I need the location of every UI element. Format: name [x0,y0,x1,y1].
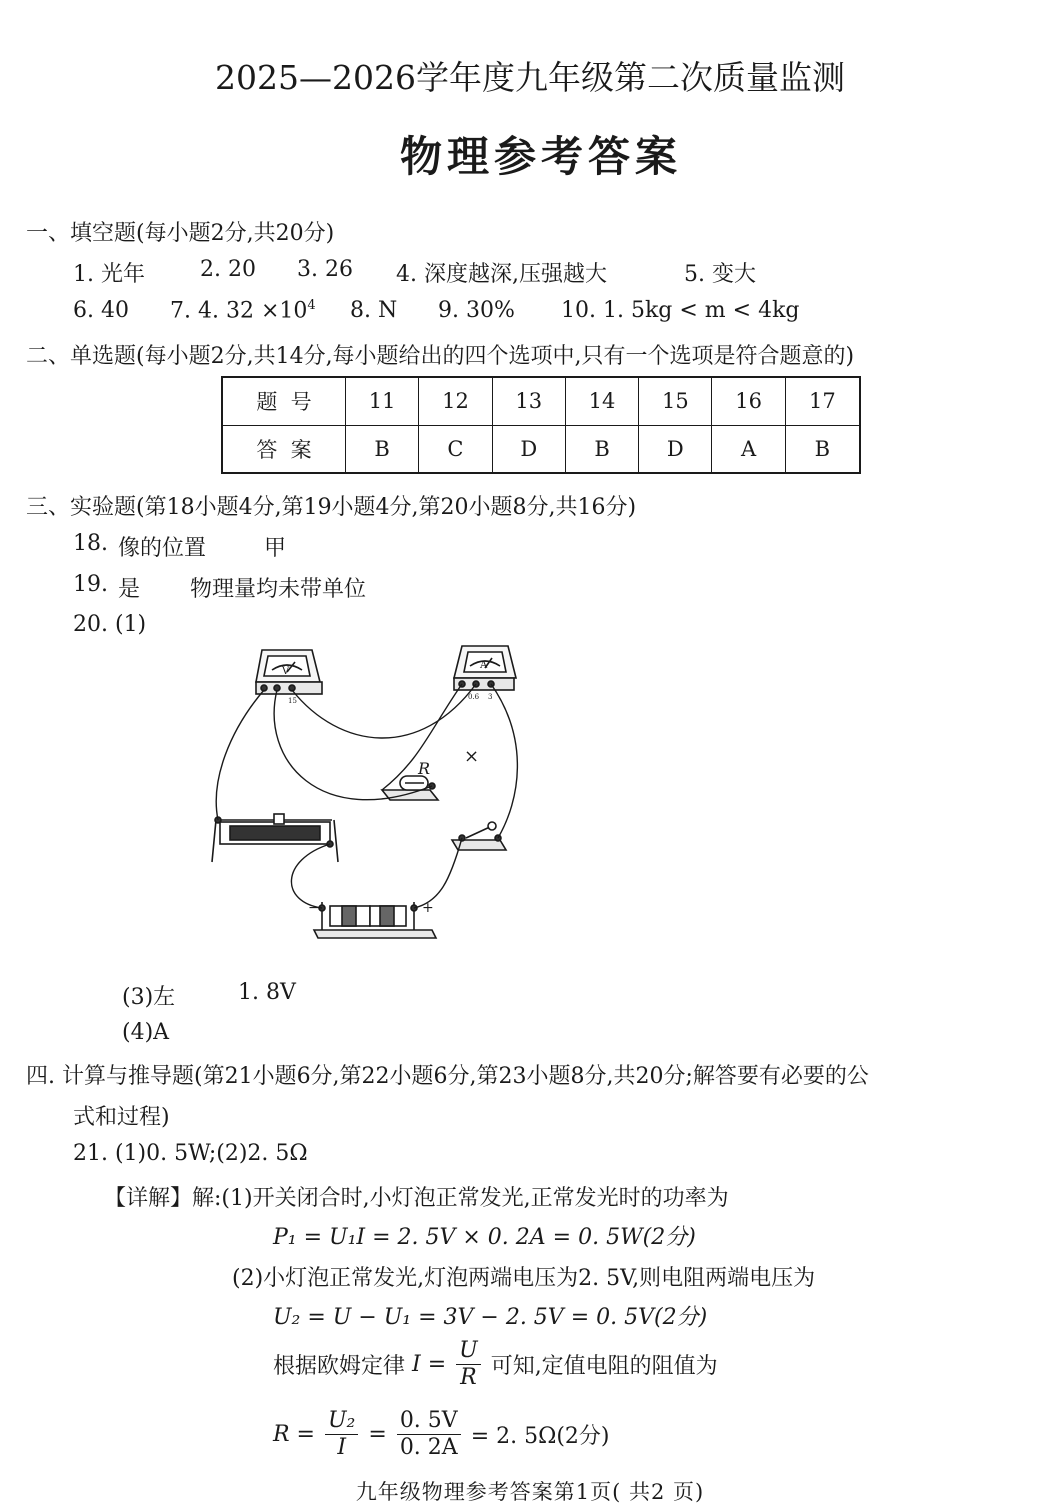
eq3-fraction-1 [325,1408,358,1461]
table-answer-cell: B [565,425,638,473]
battery-plus: + [422,900,434,916]
eq3-fraction-2 [397,1408,461,1461]
ammeter-label: A [480,660,488,671]
q18-answer-a: 像的位置 [118,536,207,561]
wires [216,684,517,908]
q20-3-answer-b: 1. 8V [238,980,296,1005]
q21-detail-2: (2)小灯泡正常发光,灯泡两端电压为2. 5V,则电阻两端电压为 [232,1266,816,1291]
ohm-numerator: U [456,1338,481,1365]
ammeter-terminal-a: 0.6 [468,693,480,701]
q20-4-answer: (4)A [122,1020,170,1045]
section3-heading: 三、实验题(第18小题4分,第19小题4分,第20小题8分,共16分) [26,495,637,520]
q20-3-answer-a: (3)左 [122,985,176,1010]
table-number-cell: 13 [492,377,565,425]
resistor [382,776,438,800]
q20-label: 20. (1) [73,612,147,637]
table-label-answer: 答 案 [222,425,346,473]
answer-2: 2. 20 [200,257,256,282]
battery-minus: − [308,900,320,916]
q19-answer-b: 物理量均未带单位 [190,577,367,602]
ohm-law-line [273,1338,718,1391]
q18-number: 18. [73,531,108,556]
answer-5: 5. 变大 [684,262,756,287]
ohm-lhs: I = [412,1352,447,1377]
answer-10: 10. 1. 5kg < m < 4kg [561,298,800,323]
ohm-denominator: R [460,1365,477,1390]
section4-heading-line1: 四. 计算与推导题(第21小题6分,第22小题6分,第23小题8分,共20分;解答要有必要的公 [26,1064,869,1089]
voltmeter-label: V [282,666,290,677]
answer-title: 物理参考答案 [399,132,682,181]
table-number-cell: 12 [419,377,492,425]
table-answer-cell: D [639,425,712,473]
q19-number: 19. [73,572,108,597]
table-number-cell: 17 [785,377,860,425]
table-row-answers [222,425,860,473]
table-number-cell: 14 [565,377,638,425]
answer-7-exponent: 4 [307,298,316,313]
answer-7-base: 7. 4. 32 ×10 [170,298,308,324]
eq3-lhs: R = [273,1422,315,1447]
circuit-diagram [200,640,530,940]
table-answer-cell: B [346,425,419,473]
answer-9: 9. 30% [438,298,515,323]
q18-answer-b: 甲 [264,536,287,561]
section1-heading: 一、填空题(每小题2分,共20分) [26,221,335,246]
table-answer-cell: B [785,425,860,473]
section4-heading-line2: 式和过程) [73,1105,170,1130]
eq3-equals: = [368,1422,387,1447]
answer-3: 3. 26 [297,257,353,282]
q21-equation-3 [273,1408,610,1461]
ohm-suffix: 可知,定值电阻的阻值为 [490,1354,718,1379]
exam-title: 2025—2026学年度九年级第二次质量监测 [215,58,845,97]
resistor-label: R [418,759,431,778]
ammeter-terminal-b: 3 [488,693,493,701]
page-footer: 九年级物理参考答案第1页( 共2 页) [355,1480,705,1504]
q21-answer: 21. (1)0. 5W;(2)2. 5Ω [73,1141,308,1166]
table-answer-cell: A [712,425,785,473]
table-label-number: 题 号 [222,377,346,425]
eq3-numerator-1: U₂ [325,1408,358,1435]
ohm-fraction [456,1338,481,1391]
eq3-result: = 2. 5Ω(2分) [470,1424,610,1449]
eq3-denominator-1: I [337,1435,347,1460]
answer-8: 8. N [350,298,398,323]
eq3-denominator-2: 0. 2A [399,1435,458,1460]
voltmeter-terminal: 15 [288,697,297,705]
table-number-cell: 16 [712,377,785,425]
table-number-cell: 11 [346,377,419,425]
table-row-numbers [222,377,860,425]
section2-heading: 二、单选题(每小题2分,共14分,每小题给出的四个选项中,只有一个选项是符合题意的) [26,344,855,369]
answer-1: 1. 光年 [73,262,145,287]
rheostat [212,814,338,862]
table-answer-cell: D [492,425,565,473]
answer-table [221,376,861,474]
q21-detail-1: 【详解】解:(1)开关闭合时,小灯泡正常发光,正常发光时的功率为 [104,1186,729,1211]
eq3-numerator-2: 0. 5V [397,1408,461,1435]
answer-7 [170,298,316,323]
wire-cross-mark: × [464,746,480,767]
answer-6: 6. 40 [73,298,129,323]
q21-equation-2: U₂ = U − U₁ = 3V − 2. 5V = 0. 5V(2分) [273,1305,708,1330]
ohm-prefix: 根据欧姆定律 [273,1354,406,1379]
answer-4: 4. 深度越深,压强越大 [396,262,607,287]
q19-answer-a: 是 [118,577,141,602]
q21-equation-1: P₁ = U₁I = 2. 5V × 0. 2A = 0. 5W(2分) [273,1225,696,1250]
table-number-cell: 15 [639,377,712,425]
table-answer-cell: C [419,425,492,473]
